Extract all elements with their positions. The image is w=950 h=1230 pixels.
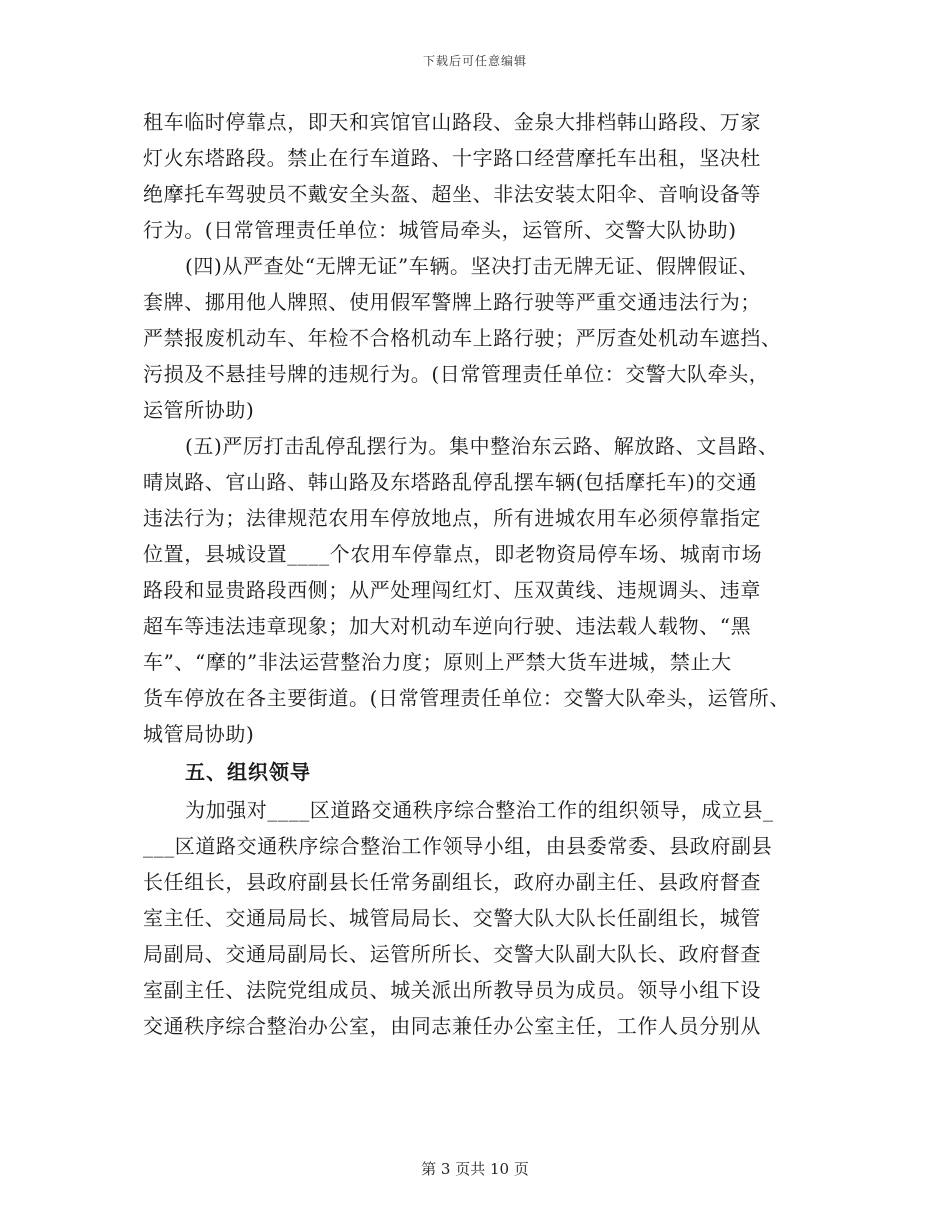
page-header-note: 下载后可任意编辑 (422, 54, 527, 68)
text-line: (四)从严查处“无牌无证”车辆。坚决打击无牌无证、假牌假证、 (185, 254, 760, 278)
text-line: 货车停放在各主要街道。(日常管理责任单位：交警大队牵头，运管所、 (143, 686, 791, 710)
text-line: 交通秩序综合整治办公室，由同志兼任办公室主任，工作人员分别从 (143, 1014, 761, 1038)
text-line: 局副局、交通局副局长、运管所所长、交警大队副大队长、政府督查 (143, 942, 761, 966)
text-line: 车”、“摩的”非法运营整治力度；原则上严禁大货车进城，禁止大 (143, 650, 732, 674)
text-line: 污损及不悬挂号牌的违规行为。(日常管理责任单位：交警大队牵头， (143, 362, 770, 386)
text-line: 灯火东塔路段。禁止在行车道路、十字路口经营摩托车出租，坚决杜 (143, 146, 761, 170)
text-line: 室主任、交通局局长、城管局局长、交警大队大队长任副组长，城管 (143, 906, 761, 930)
paragraph-block-1 (143, 104, 813, 752)
text-line: 套牌、挪用他人牌照、使用假军警牌上路行驶等严重交通违法行为； (143, 290, 761, 314)
text-line: 城管局协助) (143, 722, 255, 746)
paragraph-block-2 (143, 792, 813, 1044)
text-line: 违法行为；法律规范农用车停放地点，所有进城农用车必须停靠指定 (143, 506, 761, 530)
text-line: 超车等违法违章现象；加大对机动车逆向行驶、违法载人载物、“黑 (143, 614, 752, 638)
text-line: 严禁报废机动车、年检不合格机动车上路行驶；严厉查处机动车遮挡、 (143, 326, 782, 350)
text-line: 运管所协助) (143, 398, 255, 422)
section-heading: 五、组织领导 (185, 760, 311, 784)
text-line: 长任组长，县政府副县长任常务副组长，政府办副主任、县政府督查 (143, 870, 761, 894)
text-line: ___区道路交通秩序综合整治工作领导小组，由县委常委、县政府副县 (143, 834, 773, 858)
document-body (143, 104, 813, 1044)
text-line: 租车临时停靠点，即天和宾馆官山路段、金泉大排档韩山路段、万家 (143, 110, 761, 134)
text-line: 为加强对____区道路交通秩序综合整治工作的组织领导，成立县_ (185, 798, 774, 822)
text-line: 室副主任、法院党组成员、城关派出所教导员为成员。领导小组下设 (143, 978, 761, 1002)
page-number: 第 3 页共 10 页 (421, 1160, 529, 1178)
text-line: 晴岚路、官山路、韩山路及东塔路乱停乱摆车辆(包括摩托车)的交通 (143, 470, 758, 494)
text-line: 路段和显贵路段西侧；从严处理闯红灯、压双黄线、违规调头、违章 (143, 578, 761, 602)
text-line: 绝摩托车驾驶员不戴安全头盔、超坐、非法安装太阳伞、音响设备等 (143, 182, 761, 206)
text-line: 行为。(日常管理责任单位：城管局牵头，运管所、交警大队协助) (143, 218, 737, 242)
text-line: (五)严厉打击乱停乱摆行为。集中整治东云路、解放路、文昌路、 (185, 434, 779, 458)
text-line: 位置，县城设置____个农用车停靠点，即老物资局停车场、城南市场 (143, 542, 763, 566)
